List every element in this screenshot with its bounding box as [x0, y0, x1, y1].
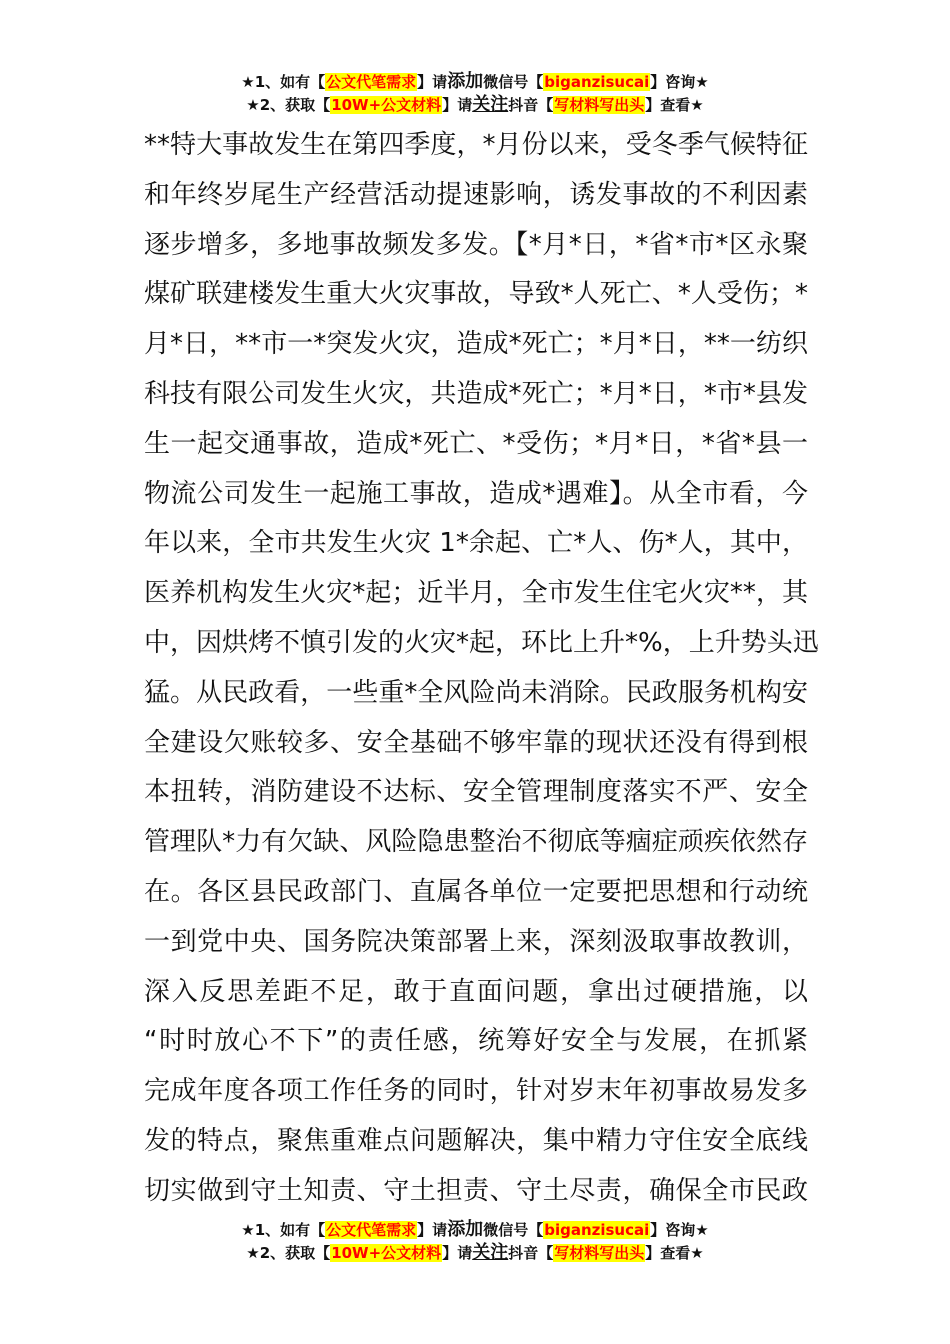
- promo-emphasis: 添加: [447, 71, 484, 92]
- promo-line-1: [0, 1218, 950, 1241]
- promo-text: 微信号【: [483, 1221, 544, 1239]
- promo-text: 微信号【: [483, 73, 544, 91]
- document-body: [144, 121, 819, 1217]
- promo-highlight: biganzisucai: [544, 73, 650, 91]
- promo-text: ★1、如有【: [241, 1221, 326, 1239]
- body-line: 中，因烘烤不慎引发的火灾*起，环比上升*%，上升势头迅: [144, 627, 819, 658]
- body-line: 全建设欠账较多、安全基础不够牢靠的现状还没有得到根: [144, 727, 808, 758]
- promo-text: ★2、获取【: [246, 1244, 331, 1262]
- body-line: 煤矿联建楼发生重大火灾事故，导致*人死亡、*人受伤；*: [144, 279, 808, 310]
- body-line: 科技有限公司发生火灾，共造成*死亡；*月*日，*市*县发: [144, 378, 808, 409]
- body-line: 本扭转，消防建设不达标、安全管理制度落实不严、安全: [144, 777, 808, 808]
- header-promo-banner: [0, 70, 950, 116]
- body-line: 猛。从民政看，一些重*全风险尚未消除。民政服务机构安: [144, 677, 808, 708]
- promo-highlight: 公文代笔需求: [326, 73, 417, 91]
- promo-text: 】咨询★: [650, 1221, 709, 1239]
- body-line: 深入反思差距不足，敢于直面问题，拿出过硬措施，以: [144, 976, 808, 1007]
- promo-highlight: 10W+公文材料: [331, 1244, 442, 1262]
- promo-emphasis: 关注: [472, 1242, 509, 1263]
- promo-line-2: [0, 93, 950, 116]
- body-line: 生一起交通事故，造成*死亡、*受伤；*月*日，*省*县一: [144, 428, 808, 459]
- body-line: 和年终岁尾生产经营活动提速影响，诱发事故的不利因素: [144, 179, 808, 210]
- body-line: 年以来，全市共发生火灾 1*余起、亡*人、伤*人，其中，: [144, 528, 808, 559]
- body-line: 在。各区县民政部门、直属各单位一定要把思想和行动统: [144, 876, 808, 907]
- promo-line-1: [0, 70, 950, 93]
- promo-highlight: 写材料写出头: [554, 96, 645, 114]
- body-line: 逐步增多，多地事故频发多发。【*月*日，*省*市*区永聚: [144, 229, 808, 260]
- footer-promo-banner: [0, 1218, 950, 1264]
- body-line: 物流公司发生一起施工事故，造成*遇难】。从全市看，今: [144, 478, 808, 509]
- promo-emphasis: 关注: [472, 94, 509, 115]
- body-line: 管理队*力有欠缺、风险隐患整治不彻底等痼症顽疾依然存: [144, 827, 808, 858]
- promo-highlight: 10W+公文材料: [331, 96, 442, 114]
- promo-text: 】请: [417, 1221, 448, 1239]
- promo-highlight: 写材料写出头: [554, 1244, 645, 1262]
- promo-text: 】查看★: [645, 96, 704, 114]
- promo-text: 】请: [442, 96, 473, 114]
- promo-text: 】咨询★: [650, 73, 709, 91]
- body-line: 发的特点，聚焦重难点问题解决，集中精力守住安全底线: [144, 1125, 808, 1156]
- body-line: “时时放心不下”的责任感，统筹好安全与发展，在抓紧: [144, 1026, 808, 1057]
- body-line: 医养机构发生火灾*起；近半月，全市发生住宅火灾**，其: [144, 578, 808, 609]
- body-line: 一到党中央、国务院决策部署上来，深刻汲取事故教训，: [144, 926, 808, 957]
- promo-highlight: 公文代笔需求: [326, 1221, 417, 1239]
- promo-text: ★2、获取【: [246, 96, 331, 114]
- promo-emphasis: 添加: [447, 1219, 484, 1240]
- promo-line-2: [0, 1241, 950, 1264]
- promo-text: 】请: [417, 73, 448, 91]
- promo-highlight: biganzisucai: [544, 1221, 650, 1239]
- body-line: 月*日，**市一*突发火灾，造成*死亡；*月*日，**一纺织: [144, 329, 808, 360]
- promo-text: 抖音【: [508, 1244, 554, 1262]
- body-line: 切实做到守土知责、守土担责、守土尽责，确保全市民政: [144, 1175, 808, 1206]
- body-line: **特大事故发生在第四季度，*月份以来，受冬季气候特征: [144, 130, 808, 160]
- body-line: 完成年度各项工作任务的同时，针对岁末年初事故易发多: [144, 1076, 808, 1107]
- promo-text: ★1、如有【: [241, 73, 326, 91]
- promo-text: 】查看★: [645, 1244, 704, 1262]
- promo-text: 抖音【: [508, 96, 554, 114]
- promo-text: 】请: [442, 1244, 473, 1262]
